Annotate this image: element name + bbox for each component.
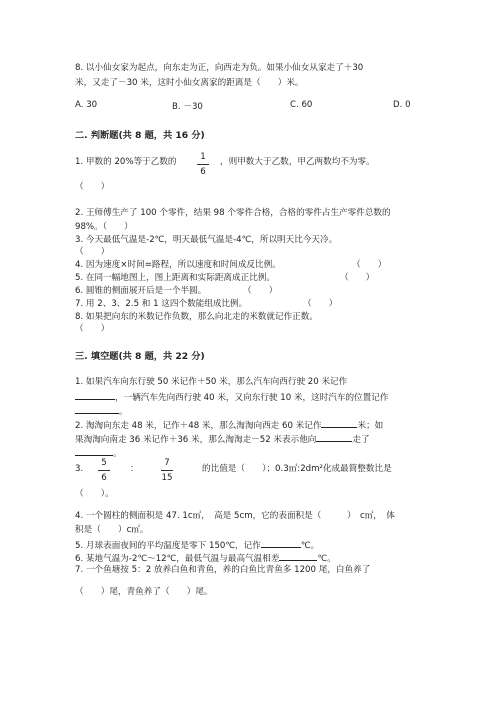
fraction-numerator: 7: [164, 458, 170, 468]
s3-q5-pre: 5. 月球表面夜间的平均温度是零下 150℃，记作: [75, 541, 261, 551]
s2-q6-text: 6. 圆锥的侧面展开后是一个半圆。: [75, 286, 207, 296]
s3-q2-line2a: 果淘淘向南走 36 米记作＋36 米，那么淘淘走－52 米表示他向: [75, 435, 317, 445]
fill-blank[interactable]: [321, 418, 357, 428]
q8-option-d: D. 0: [393, 100, 411, 110]
s3-q2-line2: [75, 432, 370, 446]
s3-q4-line2: 积是（ ）c㎡。: [75, 525, 149, 535]
s2-q1-pre: 1. 甲数的 20%等于乙数的: [75, 157, 177, 167]
s2-q4-answer-paren: （ ）: [352, 260, 387, 270]
fill-blank[interactable]: [75, 390, 115, 400]
s3-q6-pre: 6. 某地气温为-2℃～12℃，最低气温与最高气温相差: [75, 554, 280, 564]
q8-line1: 8. 以小仙女家为起点，向东走为正，向西走为负。如果小仙女从家走了＋30: [75, 63, 364, 73]
s3-q1-line3: 。: [119, 407, 128, 417]
s3-q6: [75, 551, 336, 565]
s2-q5-answer-paren: （ ）: [340, 273, 375, 283]
q8-option-c: C. 60: [290, 100, 313, 110]
s3-q7-line2: （ ）尾，青鱼养了（ ）尾。: [75, 587, 213, 597]
q8-option-b: B. －30: [172, 102, 203, 112]
s2-q8-answer-paren: （ ）: [75, 324, 110, 334]
s2-q8-text: 8. 如果把向东的米数记作负数，那么向北走的米数就记作正数。: [75, 312, 318, 322]
s2-q2-line2: 98%。（ ）: [75, 222, 133, 232]
s3-q3-fraction-1: [97, 458, 111, 483]
s2-q1-post: ，则甲数大于乙数，甲乙两数均不为零。: [220, 157, 375, 167]
s2-q7-answer-paren: （ ）: [303, 299, 338, 309]
s3-q2-line3: 。: [113, 449, 122, 459]
s2-q3-answer-paren: （ ）: [75, 247, 110, 257]
s3-q3-pre: 3.: [75, 464, 84, 474]
s3-q6-post: ℃。: [317, 554, 336, 564]
fraction-denominator: 6: [200, 167, 206, 177]
fraction-bar: [98, 470, 110, 471]
fill-blank[interactable]: [261, 538, 301, 548]
s2-q6-answer-paren: （ ）: [243, 286, 278, 296]
fill-blank[interactable]: [75, 446, 113, 456]
s3-q3-post: 的比值是（ ）；0.3㎡:2dm²化成最简整数比是: [202, 464, 392, 474]
s3-q7-line1: 7. 一个鱼塘按 5：2 放养白鱼和青鱼，养的白鱼比青鱼多 1200 尾，白鱼养了: [75, 565, 371, 575]
s3-q2-line1b: 米；如: [357, 421, 384, 431]
s3-q2-line1: [75, 418, 383, 432]
s3-q3-line2: （ ）。: [75, 489, 114, 499]
s2-q7-text: 7. 用 2、3、2.5 和 1 这四个数能组成比例。: [75, 299, 248, 309]
s3-q4-line1: 4. 一个圆柱的侧面积是 47. 1c㎡， 高是 5cm，它的表面积是（ ） c㎡， 体: [75, 511, 395, 521]
s2-q4-text: 4. 因为速度×时间=路程，所以速度和时间成反比例。: [75, 260, 281, 270]
s3-q1-line3-wrap: [75, 404, 128, 418]
fill-blank[interactable]: [75, 404, 119, 414]
s3-q1-line2: ，一辆汽车先向西行驶 40 米，又向东行驶 10 米，这时汽车的位置记作: [115, 393, 389, 403]
fill-blank[interactable]: [279, 551, 317, 561]
q8-line2: 米，又走了－30 米，这时小仙女离家的距离是（ ）米。: [75, 78, 304, 88]
s3-q5-post: ℃。: [300, 541, 320, 551]
s3-q1-line1: 1. 如果汽车向东行驶 50 米记作＋50 米，那么汽车向西行驶 20 米记作: [75, 377, 348, 387]
fraction-denominator: 6: [101, 473, 107, 483]
fraction-denominator: 15: [161, 473, 173, 483]
s2-q1-answer-paren: （ ）: [75, 182, 110, 192]
s2-q1-fraction: [196, 152, 210, 177]
s3-q2-line1a: 2. 淘淘向东走 48 米，记作＋48 米，那么淘淘向西走 60 米记作: [75, 421, 322, 431]
s3-q2-line2b: 走了: [352, 435, 370, 445]
s3-q3-colon: ：: [130, 464, 139, 474]
fraction-numerator: 5: [101, 458, 107, 468]
fraction-bar: [197, 164, 209, 165]
section3-title: 三. 填空题(共 8 题，共 22 分): [75, 351, 205, 362]
q8-option-a: A. 30: [75, 100, 98, 110]
s3-q3-fraction-2: [160, 458, 174, 483]
s2-q5-text: 5. 在同一幅地图上，图上距离和实际距离成正比例。: [75, 273, 275, 283]
fraction-bar: [161, 470, 173, 471]
s3-q5: [75, 538, 319, 552]
s2-q2-line1: 2. 王师傅生产了 100 个零件，结果 98 个零件合格，合格的零件占生产零件总数的: [75, 208, 391, 218]
fill-blank[interactable]: [316, 432, 352, 442]
s3-q1-line2-wrap: [75, 390, 388, 404]
s2-q3-text: 3. 今天最低气温是-2℃，明天最低气温是-4℃，所以明天比今天冷。: [75, 235, 338, 245]
section2-title: 二. 判断题(共 8 题，共 16 分): [75, 130, 205, 141]
fraction-numerator: 1: [200, 152, 206, 162]
